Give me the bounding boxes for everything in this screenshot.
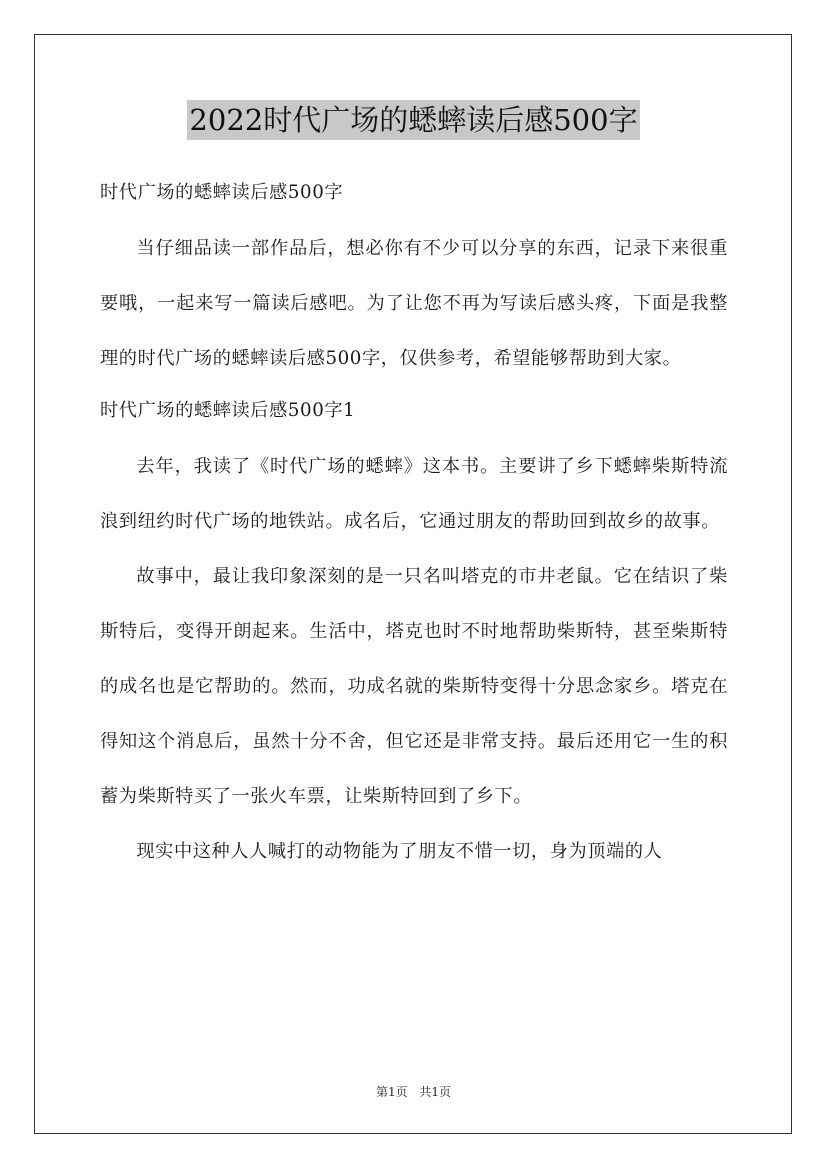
body-paragraph-3: 现实中这种人人喊打的动物能为了朋友不惜一切，身为顶端的人 [136,841,663,862]
document-body [100,168,728,879]
title-container [0,100,827,140]
body-paragraph-2: 故事中，最让我印象深刻的是一只名叫塔克的市井老鼠。它在结识了柴斯特后，变得开朗起来。生活中，塔克也时不时地帮助柴斯特，甚至柴斯特的成名也是它帮助的。然而，功成名就的柴斯特变得十分思念家乡。塔克在得知这个消息后，虽然十分不舍，但它还是非常支持。最后还用它一生的积蓄为柴斯特买了一张火车票，让柴斯特回到了乡下。 [100,566,728,807]
section-heading-1: 时代广场的蟋蟀读后感500字1 [100,400,356,421]
intro-paragraph: 当仔细品读一部作品后，想必你有不少可以分享的东西，记录下来很重要哦，一起来写一篇读后感吧。为了让您不再为写读后感头疼，下面是我整理的时代广场的蟋蟀读后感500字，仅供参考，希望能够帮助到大家。 [100,238,728,369]
document-title: 2022时代广场的蟋蟀读后感500字 [187,100,639,140]
subtitle-heading: 时代广场的蟋蟀读后感500字 [100,182,344,203]
page-total: 共1页 [419,1085,452,1099]
page-number: 第1页 [375,1085,408,1099]
body-paragraph-1: 去年，我读了《时代广场的蟋蟀》这本书。主要讲了乡下蟋蟀柴斯特流浪到纽约时代广场的地铁站。成名后，它通过朋友的帮助回到故乡的故事。 [100,456,728,532]
page-footer [0,1083,827,1100]
